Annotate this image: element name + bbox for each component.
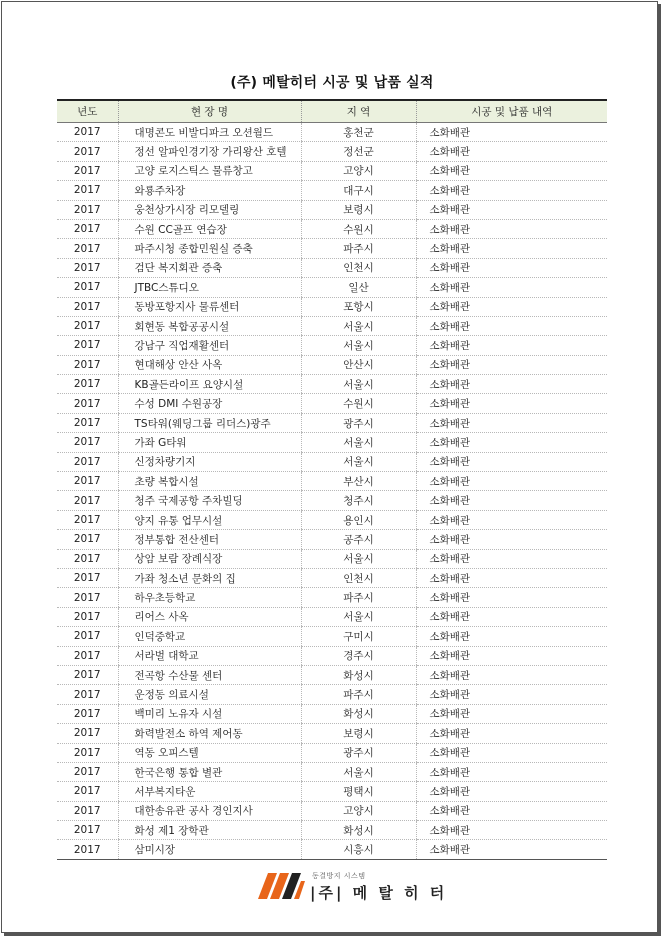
cell-detail: 소화배관 bbox=[416, 821, 607, 840]
cell-site: 삼미시장 bbox=[118, 840, 301, 859]
cell-detail: 소화배관 bbox=[416, 161, 607, 180]
cell-detail: 소화배관 bbox=[416, 336, 607, 355]
table-row bbox=[57, 743, 607, 762]
cell-detail: 소화배관 bbox=[416, 685, 607, 704]
table-row bbox=[57, 821, 607, 840]
cell-detail: 소화배관 bbox=[416, 588, 607, 607]
cell-year: 2017 bbox=[57, 801, 118, 820]
cell-region: 평택시 bbox=[301, 782, 416, 801]
cell-detail: 소화배관 bbox=[416, 394, 607, 413]
cell-year: 2017 bbox=[57, 219, 118, 238]
cell-site: 정선 알파인경기장 가리왕산 호텔 bbox=[118, 142, 301, 161]
cell-region: 정선군 bbox=[301, 142, 416, 161]
cell-year: 2017 bbox=[57, 549, 118, 568]
table-row bbox=[57, 472, 607, 491]
cell-region: 광주시 bbox=[301, 743, 416, 762]
cell-year: 2017 bbox=[57, 665, 118, 684]
logo-company-name: |주| 메 탈 히 터 bbox=[310, 884, 448, 902]
cell-region: 광주시 bbox=[301, 413, 416, 432]
cell-region: 고양시 bbox=[301, 801, 416, 820]
cell-site: 가좌 청소년 문화의 집 bbox=[118, 568, 301, 587]
cell-site: 동방포항지사 물류센터 bbox=[118, 297, 301, 316]
metalheater-logo-icon bbox=[258, 873, 308, 899]
cell-detail: 소화배관 bbox=[416, 510, 607, 529]
table-row bbox=[57, 530, 607, 549]
cell-detail: 소화배관 bbox=[416, 452, 607, 471]
cell-detail: 소화배관 bbox=[416, 123, 607, 142]
table-row bbox=[57, 142, 607, 161]
cell-region: 시흥시 bbox=[301, 840, 416, 859]
cell-region: 서울시 bbox=[301, 375, 416, 394]
cell-detail: 소화배관 bbox=[416, 472, 607, 491]
cell-year: 2017 bbox=[57, 782, 118, 801]
cell-detail: 소화배관 bbox=[416, 801, 607, 820]
table-row bbox=[57, 588, 607, 607]
cell-detail: 소화배관 bbox=[416, 491, 607, 510]
cell-detail: 소화배관 bbox=[416, 413, 607, 432]
cell-site: 역동 오피스텔 bbox=[118, 743, 301, 762]
cell-year: 2017 bbox=[57, 316, 118, 335]
records-body bbox=[57, 123, 607, 860]
cell-region: 안산시 bbox=[301, 355, 416, 374]
cell-detail: 소화배관 bbox=[416, 355, 607, 374]
cell-detail: 소화배관 bbox=[416, 181, 607, 200]
cell-year: 2017 bbox=[57, 743, 118, 762]
cell-site: 백미리 노유자 시설 bbox=[118, 704, 301, 723]
cell-detail: 소화배관 bbox=[416, 200, 607, 219]
cell-site: 정부통합 전산센터 bbox=[118, 530, 301, 549]
cell-detail: 소화배관 bbox=[416, 219, 607, 238]
table-row bbox=[57, 336, 607, 355]
table-row bbox=[57, 568, 607, 587]
cell-site: 가좌 G타워 bbox=[118, 433, 301, 452]
table-row bbox=[57, 704, 607, 723]
table-header-row bbox=[57, 100, 607, 123]
cell-region: 화성시 bbox=[301, 821, 416, 840]
company-logo bbox=[258, 868, 448, 904]
cell-site: 인덕중학교 bbox=[118, 627, 301, 646]
cell-detail: 소화배관 bbox=[416, 239, 607, 258]
cell-detail: 소화배관 bbox=[416, 433, 607, 452]
cell-region: 서울시 bbox=[301, 452, 416, 471]
table-row bbox=[57, 510, 607, 529]
cell-detail: 소화배관 bbox=[416, 278, 607, 297]
cell-site: 수성 DMI 수원공장 bbox=[118, 394, 301, 413]
cell-year: 2017 bbox=[57, 336, 118, 355]
cell-year: 2017 bbox=[57, 258, 118, 277]
cell-site: 한국은행 통합 별관 bbox=[118, 762, 301, 781]
cell-year: 2017 bbox=[57, 588, 118, 607]
table-row bbox=[57, 200, 607, 219]
cell-year: 2017 bbox=[57, 627, 118, 646]
header-detail: 시공 및 납품 내역 bbox=[416, 100, 607, 123]
cell-year: 2017 bbox=[57, 472, 118, 491]
cell-site: 화성 제1 장학관 bbox=[118, 821, 301, 840]
cell-year: 2017 bbox=[57, 762, 118, 781]
cell-region: 화성시 bbox=[301, 704, 416, 723]
table-row bbox=[57, 549, 607, 568]
cell-year: 2017 bbox=[57, 355, 118, 374]
cell-region: 홍천군 bbox=[301, 123, 416, 142]
table-row bbox=[57, 258, 607, 277]
cell-year: 2017 bbox=[57, 530, 118, 549]
cell-site: 서부복지타운 bbox=[118, 782, 301, 801]
cell-detail: 소화배관 bbox=[416, 568, 607, 587]
cell-detail: 소화배관 bbox=[416, 646, 607, 665]
cell-region: 파주시 bbox=[301, 588, 416, 607]
table-row bbox=[57, 646, 607, 665]
cell-detail: 소화배관 bbox=[416, 665, 607, 684]
table-row bbox=[57, 297, 607, 316]
table-row bbox=[57, 452, 607, 471]
cell-site: 대한송유관 공사 경인지사 bbox=[118, 801, 301, 820]
cell-site: 청주 국제공항 주차빌딩 bbox=[118, 491, 301, 510]
cell-year: 2017 bbox=[57, 724, 118, 743]
table-row bbox=[57, 782, 607, 801]
cell-region: 공주시 bbox=[301, 530, 416, 549]
table-row bbox=[57, 219, 607, 238]
cell-region: 일산 bbox=[301, 278, 416, 297]
table-row bbox=[57, 627, 607, 646]
cell-detail: 소화배관 bbox=[416, 549, 607, 568]
logo-tagline: 동결방지 시스템 bbox=[312, 872, 366, 880]
cell-site: 초량 복합시설 bbox=[118, 472, 301, 491]
cell-year: 2017 bbox=[57, 510, 118, 529]
table-row bbox=[57, 413, 607, 432]
cell-site: 신정차량기지 bbox=[118, 452, 301, 471]
cell-site: 회현동 복합공공시설 bbox=[118, 316, 301, 335]
cell-region: 청주시 bbox=[301, 491, 416, 510]
table-row bbox=[57, 665, 607, 684]
cell-year: 2017 bbox=[57, 821, 118, 840]
cell-region: 서울시 bbox=[301, 762, 416, 781]
cell-year: 2017 bbox=[57, 607, 118, 626]
table-row bbox=[57, 278, 607, 297]
table-row bbox=[57, 491, 607, 510]
document-title: (주) 메탈히터 시공 및 납품 실적 bbox=[230, 75, 434, 91]
cell-year: 2017 bbox=[57, 413, 118, 432]
cell-region: 구미시 bbox=[301, 627, 416, 646]
cell-site: 화력발전소 하역 제어동 bbox=[118, 724, 301, 743]
header-site: 현 장 명 bbox=[118, 100, 301, 123]
cell-region: 파주시 bbox=[301, 239, 416, 258]
cell-detail: 소화배관 bbox=[416, 142, 607, 161]
cell-region: 포항시 bbox=[301, 297, 416, 316]
table-row bbox=[57, 375, 607, 394]
cell-year: 2017 bbox=[57, 394, 118, 413]
cell-site: 웅천상가시장 리모델링 bbox=[118, 200, 301, 219]
cell-detail: 소화배관 bbox=[416, 762, 607, 781]
table-row bbox=[57, 685, 607, 704]
table-row bbox=[57, 801, 607, 820]
table-row bbox=[57, 181, 607, 200]
cell-region: 경주시 bbox=[301, 646, 416, 665]
table-row bbox=[57, 161, 607, 180]
cell-year: 2017 bbox=[57, 568, 118, 587]
cell-year: 2017 bbox=[57, 704, 118, 723]
cell-year: 2017 bbox=[57, 142, 118, 161]
cell-detail: 소화배관 bbox=[416, 316, 607, 335]
cell-year: 2017 bbox=[57, 375, 118, 394]
cell-site: 대명콘도 비발디파크 오션월드 bbox=[118, 123, 301, 142]
cell-site: KB골든라이프 요양시설 bbox=[118, 375, 301, 394]
cell-region: 수원시 bbox=[301, 394, 416, 413]
cell-region: 서울시 bbox=[301, 549, 416, 568]
cell-region: 보령시 bbox=[301, 200, 416, 219]
cell-year: 2017 bbox=[57, 123, 118, 142]
table-row bbox=[57, 607, 607, 626]
cell-detail: 소화배관 bbox=[416, 297, 607, 316]
cell-site: 검단 복지회관 증축 bbox=[118, 258, 301, 277]
cell-year: 2017 bbox=[57, 491, 118, 510]
cell-site: 리어스 사옥 bbox=[118, 607, 301, 626]
cell-year: 2017 bbox=[57, 685, 118, 704]
cell-region: 용인시 bbox=[301, 510, 416, 529]
cell-site: 강남구 직업재활센터 bbox=[118, 336, 301, 355]
table-row bbox=[57, 433, 607, 452]
cell-site: 운정동 의료시설 bbox=[118, 685, 301, 704]
cell-year: 2017 bbox=[57, 840, 118, 859]
cell-region: 서울시 bbox=[301, 433, 416, 452]
cell-year: 2017 bbox=[57, 297, 118, 316]
table-row bbox=[57, 762, 607, 781]
cell-site: JTBC스튜디오 bbox=[118, 278, 301, 297]
cell-site: 파주시청 종합민원실 증축 bbox=[118, 239, 301, 258]
cell-region: 보령시 bbox=[301, 724, 416, 743]
cell-detail: 소화배관 bbox=[416, 627, 607, 646]
cell-detail: 소화배관 bbox=[416, 258, 607, 277]
cell-region: 파주시 bbox=[301, 685, 416, 704]
cell-year: 2017 bbox=[57, 239, 118, 258]
cell-detail: 소화배관 bbox=[416, 724, 607, 743]
header-year: 년도 bbox=[57, 100, 118, 123]
cell-region: 인천시 bbox=[301, 258, 416, 277]
cell-year: 2017 bbox=[57, 200, 118, 219]
table-row bbox=[57, 394, 607, 413]
cell-year: 2017 bbox=[57, 452, 118, 471]
cell-site: 현대해상 안산 사옥 bbox=[118, 355, 301, 374]
cell-site: 고양 로지스틱스 물류창고 bbox=[118, 161, 301, 180]
table-row bbox=[57, 316, 607, 335]
cell-detail: 소화배관 bbox=[416, 743, 607, 762]
cell-site: 수원 CC골프 연습장 bbox=[118, 219, 301, 238]
cell-detail: 소화배관 bbox=[416, 782, 607, 801]
cell-site: 서라벌 대학교 bbox=[118, 646, 301, 665]
cell-region: 서울시 bbox=[301, 336, 416, 355]
cell-detail: 소화배관 bbox=[416, 530, 607, 549]
cell-region: 수원시 bbox=[301, 219, 416, 238]
cell-site: 양지 유통 업무시설 bbox=[118, 510, 301, 529]
table-row bbox=[57, 355, 607, 374]
cell-region: 고양시 bbox=[301, 161, 416, 180]
cell-year: 2017 bbox=[57, 433, 118, 452]
cell-detail: 소화배관 bbox=[416, 607, 607, 626]
cell-region: 서울시 bbox=[301, 607, 416, 626]
cell-year: 2017 bbox=[57, 161, 118, 180]
cell-detail: 소화배관 bbox=[416, 840, 607, 859]
cell-detail: 소화배관 bbox=[416, 375, 607, 394]
cell-region: 화성시 bbox=[301, 665, 416, 684]
header-region: 지 역 bbox=[301, 100, 416, 123]
cell-detail: 소화배관 bbox=[416, 704, 607, 723]
table-row bbox=[57, 840, 607, 859]
records-table bbox=[57, 99, 607, 860]
cell-site: 하우초등학교 bbox=[118, 588, 301, 607]
cell-year: 2017 bbox=[57, 181, 118, 200]
cell-region: 서울시 bbox=[301, 316, 416, 335]
cell-site: 와룡주차장 bbox=[118, 181, 301, 200]
cell-region: 인천시 bbox=[301, 568, 416, 587]
cell-site: 전곡항 수산물 센터 bbox=[118, 665, 301, 684]
table-row bbox=[57, 239, 607, 258]
cell-region: 부산시 bbox=[301, 472, 416, 491]
cell-site: 상암 보람 장례식장 bbox=[118, 549, 301, 568]
cell-year: 2017 bbox=[57, 278, 118, 297]
table-row bbox=[57, 724, 607, 743]
cell-year: 2017 bbox=[57, 646, 118, 665]
table-row bbox=[57, 123, 607, 142]
cell-region: 대구시 bbox=[301, 181, 416, 200]
cell-site: TS타워(웨딩그룹 리더스)광주 bbox=[118, 413, 301, 432]
